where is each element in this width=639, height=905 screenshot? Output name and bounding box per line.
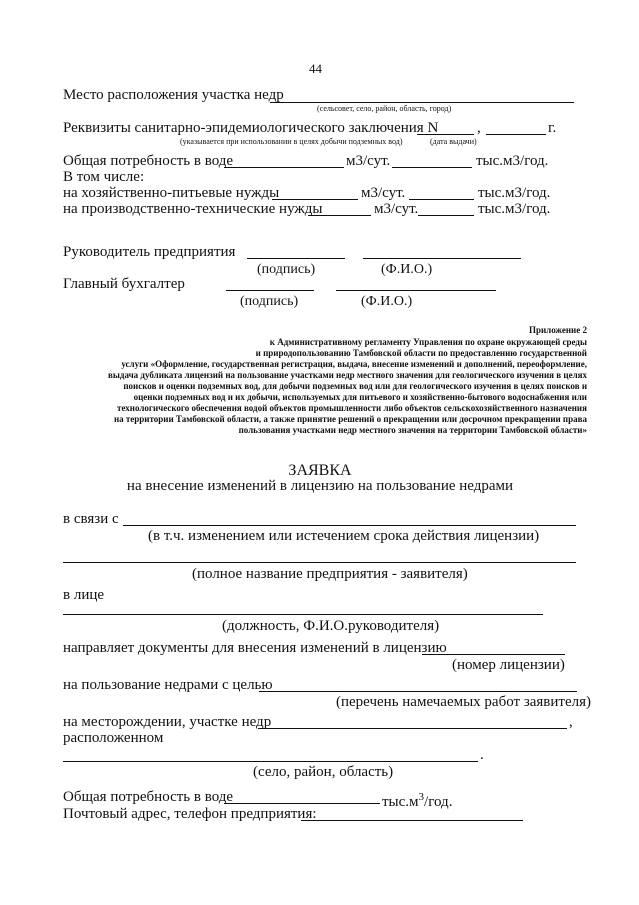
person-hint: (должность, Ф.И.О.руководителя)	[222, 618, 440, 634]
license-number-line[interactable]	[422, 654, 565, 655]
area-hint: (село, район, область)	[253, 764, 394, 780]
water-line[interactable]	[224, 803, 380, 804]
including-label: В том числе:	[63, 169, 145, 185]
reason-line[interactable]	[123, 525, 576, 526]
water-label: Общая потребность в воде	[63, 789, 234, 805]
appendix-line: к Административному регламенту Управления по охране окружающей среды	[269, 337, 587, 347]
appendix-line: услуги «Оформление, государственная регистрация, выдача, внесение изменений и дополнений, переоформление,	[121, 359, 587, 369]
drinking-m3-unit: м3/сут.	[361, 185, 406, 201]
conclusion-year: г.	[548, 120, 557, 136]
appendix-title: Приложение 2	[528, 325, 587, 335]
total-th-line[interactable]	[392, 167, 472, 168]
head-sign-hint: (подпись)	[257, 262, 316, 277]
water-unit-end: /год.	[424, 794, 453, 810]
application-subtitle: на внесение изменений в лицензию на пользование недрами	[126, 478, 514, 494]
purpose-line[interactable]	[259, 691, 577, 692]
area-line[interactable]	[63, 761, 478, 762]
address-label: Почтовый адрес, телефон предприятия:	[63, 806, 317, 822]
conclusion-date-hint: (дата выдачи)	[430, 137, 477, 146]
production-m3-line[interactable]	[308, 215, 371, 216]
conclusion-label: Реквизиты санитарно-эпидемиологического заключения N	[63, 120, 439, 136]
company-hint: (полное название предприятия - заявителя)	[192, 566, 468, 582]
appendix-line: выдача дубликата лицензий на пользование участками недр местного значения для геологического изучения в целях	[108, 370, 587, 380]
purpose-label: на пользование недрами с целью	[63, 677, 273, 693]
accountant-sign-hint: (подпись)	[240, 294, 299, 309]
located-label: расположенном	[63, 730, 164, 746]
drinking-th-line[interactable]	[409, 199, 474, 200]
conclusion-hint: (указывается при использовании в целях добычи подземных вод)	[180, 137, 403, 146]
head-name-line[interactable]	[363, 258, 521, 259]
drinking-th-unit: тыс.м3/год.	[478, 185, 551, 201]
deposit-line[interactable]	[258, 728, 567, 729]
appendix-line: технологического обеспечения водой объектов промышленности либо объектов сельскохозяйственного назначения	[117, 403, 587, 413]
address-line[interactable]	[301, 820, 523, 821]
water-unit	[382, 789, 452, 811]
head-label: Руководитель предприятия	[63, 244, 236, 260]
accountant-label: Главный бухгалтер	[63, 276, 185, 292]
total-th-unit: тыс.м3/год.	[476, 153, 549, 169]
located-end: .	[480, 747, 484, 763]
accountant-sign-line[interactable]	[226, 290, 314, 291]
appendix-line: и природопользованию Тамбовской области по предоставлению государственной	[255, 348, 587, 358]
conclusion-sep: ,	[477, 120, 481, 136]
appendix-line: пользования участками недр местного значения на территории Тамбовской области»	[238, 425, 587, 435]
sends-label: направляет документы для внесения изменений в лицензию	[63, 640, 447, 656]
drinking-label: на хозяйственно-питьевые нужды	[63, 185, 280, 201]
location-hint: (сельсовет, село, район, область, город)	[317, 104, 452, 113]
accountant-name-line[interactable]	[336, 290, 496, 291]
purpose-hint: (перечень намечаемых работ заявителя)	[336, 694, 592, 710]
application-title: ЗАЯВКА	[288, 462, 352, 479]
drinking-m3-line[interactable]	[272, 199, 358, 200]
accountant-name-hint: (Ф.И.О.)	[361, 294, 413, 309]
appendix-line: на территории Тамбовской области, а также принятие решений о прекращении или досрочном прекращении права	[113, 414, 587, 424]
water-unit-exponent: 3	[418, 791, 425, 803]
company-line[interactable]	[63, 562, 576, 563]
conclusion-date-line[interactable]	[486, 134, 546, 135]
reason-hint: (в т.ч. изменением или истечением срока действия лицензии)	[148, 528, 540, 544]
page-number: 44	[309, 61, 322, 76]
appendix-line: оценки подземных вод и их добычи, используемых для питьевого и хозяйственно-бытового водоснабжения или	[133, 392, 587, 402]
total-m3-line[interactable]	[224, 167, 344, 168]
location-line[interactable]	[270, 102, 574, 103]
production-th-unit: тыс.м3/год.	[478, 201, 551, 217]
total-m3-unit: м3/сут.	[346, 153, 391, 169]
total-water-label: Общая потребность в воде	[63, 153, 234, 169]
head-sign-line[interactable]	[247, 258, 345, 259]
deposit-sep: ,	[569, 714, 573, 730]
conclusion-number-line[interactable]	[417, 134, 474, 135]
person-label: в лице	[63, 587, 105, 603]
head-name-hint: (Ф.И.О.)	[381, 262, 433, 277]
person-line[interactable]	[63, 614, 543, 615]
license-hint: (номер лицензии)	[452, 657, 565, 673]
appendix-line: поисков и оценки подземных вод, для добычи подземных вод или для геологического изучения в целях поисков и	[123, 381, 587, 391]
reason-label: в связи с	[63, 511, 119, 527]
production-th-line[interactable]	[418, 215, 474, 216]
water-unit-base: тыс.м	[382, 794, 419, 810]
production-label: на производственно-технические нужды	[63, 201, 323, 217]
location-label: Место расположения участка недр	[63, 87, 284, 103]
production-m3-unit: м3/сут.	[374, 201, 419, 217]
deposit-label: на месторождении, участке недр	[63, 714, 272, 730]
